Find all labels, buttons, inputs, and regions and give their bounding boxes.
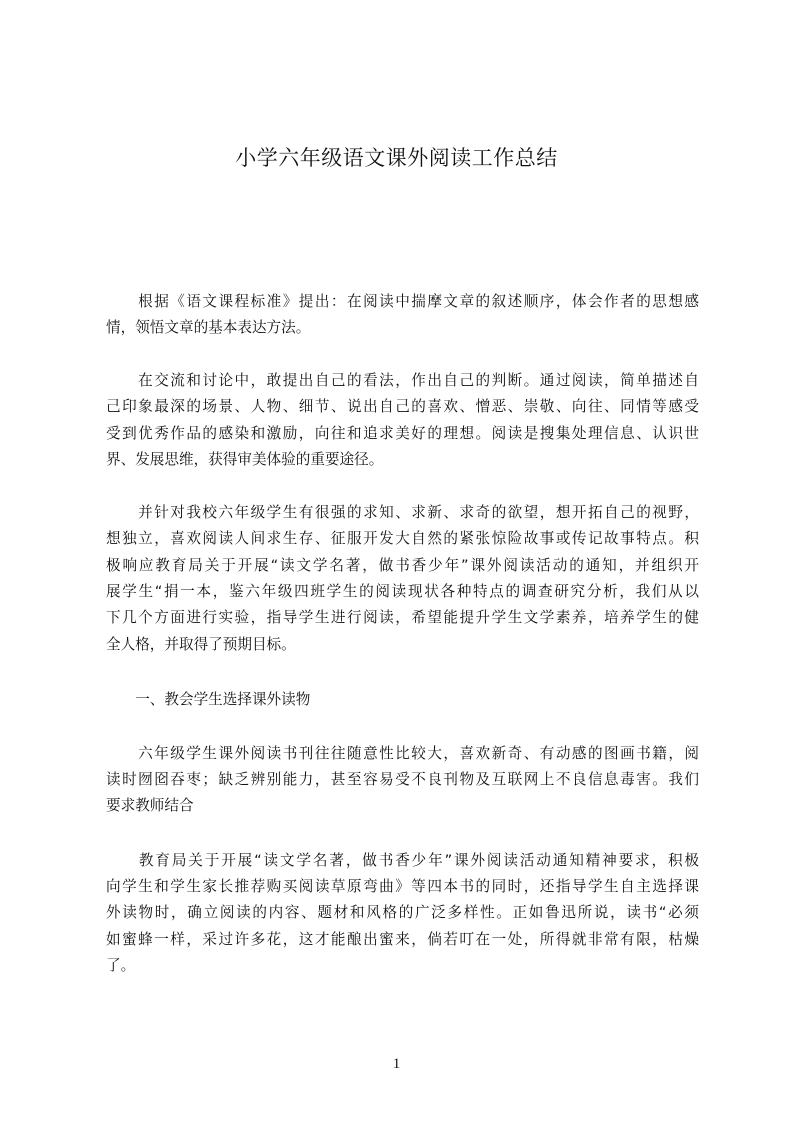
text-line: 在交流和讨论中，敢提出自己的看法，作出自己的判断。通过阅读，简单描述自: [106, 372, 699, 389]
text-line: 情，领悟文章的基本表达方法。: [106, 319, 311, 336]
text-line: 下几个方面进行实验，指导学生进行阅读，希望能提升学生文学素养，培养学生的健: [106, 609, 699, 626]
text-line: 想独立，喜欢阅读人间求生存、征服开发大自然的紧张惊险故事或传记故事特点。积: [106, 530, 699, 547]
text-line: 教育局关于开展“读文学名著，做书香少年”课外阅读活动通知精神要求，积极: [106, 852, 699, 869]
text-line: 一、教会学生选择课外读物: [106, 691, 311, 708]
text-line: 如蜜蜂一样，采过许多花，这才能酿出蜜来，倘若叮在一处，所得就非常有限，枯燥: [106, 931, 699, 948]
text-line: 界、发展思维，获得审美体验的重要途径。: [106, 451, 384, 468]
text-line: 了。: [106, 957, 136, 974]
text-line: 要求教师结合: [106, 797, 194, 814]
text-line: 六年级学生课外阅读书刊往往随意性比较大，喜欢新奇、有动感的图画书籍，阅: [106, 745, 699, 762]
text-line: 读时囫囵吞枣；缺乏辨别能力，甚至容易受不良刊物及互联网上不良信息毒害。我们: [106, 771, 699, 788]
text-line: 根据《语文课程标准》提出：在阅读中揣摩文章的叙述顺序，体会作者的思想感: [106, 293, 699, 310]
text-line: 受到优秀作品的感染和激励，向往和追求美好的理想。阅读是搜集处理信息、认识世: [106, 425, 699, 442]
page-number: 1: [392, 1056, 401, 1072]
document-title: 小学六年级语文课外阅读工作总结: [235, 146, 558, 170]
text-line: 己印象最深的场景、人物、细节、说出自己的喜欢、憎恶、崇敬、向往、同情等感受: [106, 398, 699, 415]
text-line: 并针对我校六年级学生有很强的求知、求新、求奇的欲望，想开拓自己的视野，: [106, 504, 699, 521]
text-line: 展学生“捐一本，鉴六年级四班学生的阅读现状各种特点的调查研究分析，我们从以: [106, 583, 699, 600]
text-line: 外读物时，确立阅读的内容、题材和风格的广泛多样性。正如鲁迅所说，读书“必须: [106, 904, 699, 921]
text-line: 极响应教育局关于开展“读文学名著，做书香少年”课外阅读活动的通知，并组织开: [106, 557, 699, 574]
text-line: 向学生和学生家长推荐购买阅读草原弯曲》等四本书的同时，还指导学生自主选择课: [106, 878, 699, 895]
text-line: 全人格，并取得了预期目标。: [106, 636, 296, 653]
